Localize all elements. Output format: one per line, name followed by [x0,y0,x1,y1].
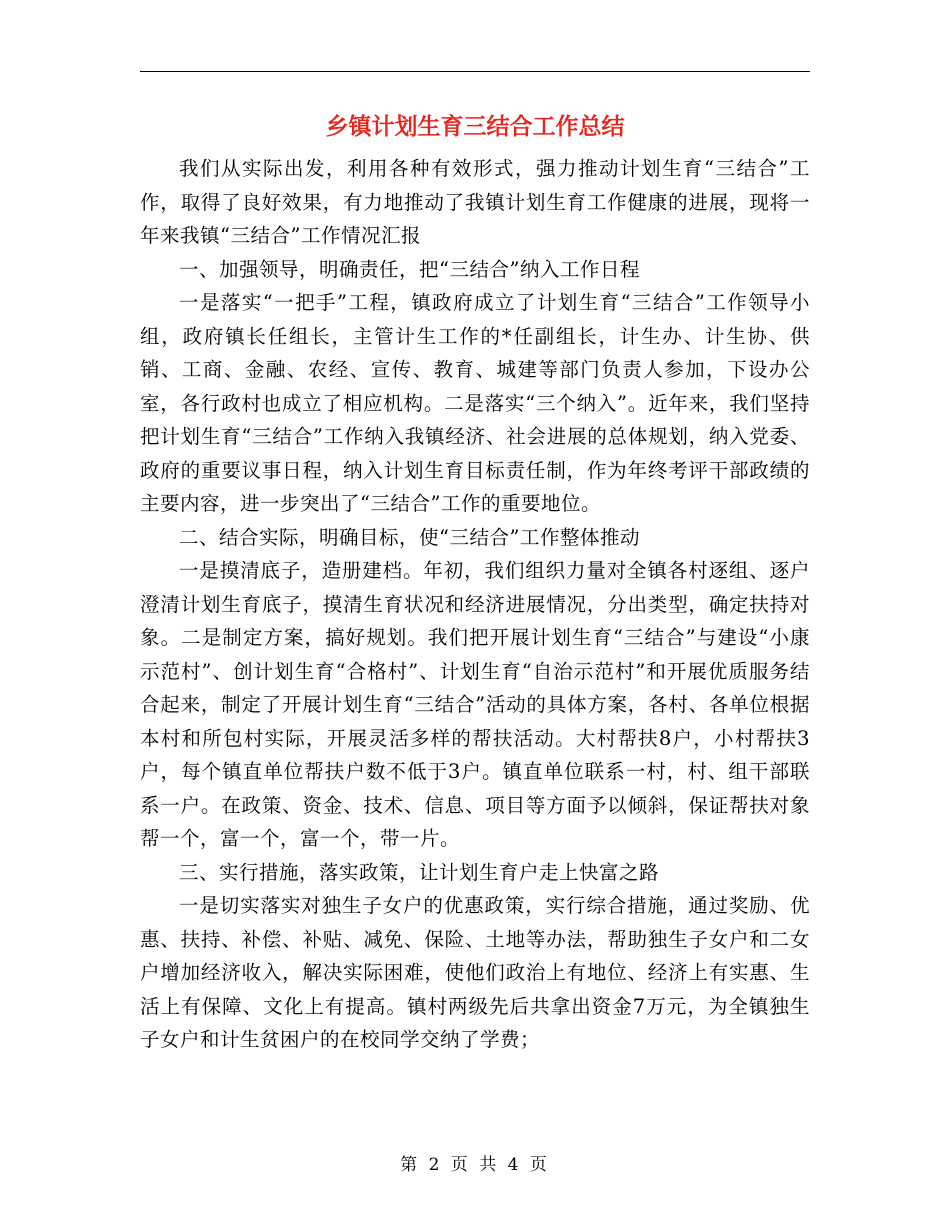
section-heading-3: 三、实行措施，落实政策，让计划生育户走上快富之路 [179,860,660,884]
document-body [140,152,810,1057]
section-1-paragraph: 一是落实“一把手”工程，镇政府成立了计划生育“三结合”工作领导小组，政府镇长任组长，主管计生工作的*任副组长，计生办、计生协、供销、工商、金融、农经、宣传、教育、城建等部门负责人参加，下设办公室，各行政村也成立了相应机构。二是落实“三个纳入”。近年来，我们坚持把计划生育“三结合”工作纳入我镇经济、社会进展的总体规划，纳入党委、政府的重要议事日程，纳入计划生育目标责任制，作为年终考评干部政绩的主要内容，进一步突出了“三结合”工作的重要地位。 [140,291,810,515]
section-heading-1: 一、加强领导，明确责任，把“三结合”纳入工作日程 [179,257,640,281]
section-3-paragraph: 一是切实落实对独生子女户的优惠政策，实行综合措施，通过奖励、优惠、扶持、补偿、补贴、减免、保险、土地等办法，帮助独生子女户和二女户增加经济收入，解决实际困难，使他们政治上有地位、经济上有实惠、生活上有保障、文化上有提高。镇村两级先后共拿出资金7万元，为全镇独生子女户和计生贫困户的在校同学交纳了学费； [140,894,810,1051]
section-2-paragraph: 一是摸清底子，造册建档。年初，我们组织力量对全镇各村逐组、逐户澄清计划生育底子，摸清生育状况和经济进展情况，分出类型，确定扶持对象。二是制定方案，搞好规划。我们把开展计划生育“三结合”与建设“小康示范村”、创计划生育“合格村”、计划生育“自治示范村”和开展优质服务结合起来，制定了开展计划生育“三结合”活动的具体方案，各村、各单位根据本村和所包村实际，开展灵活多样的帮扶活动。大村帮扶8户，小村帮扶3户，每个镇直单位帮扶户数不低于3户。镇直单位联系一村，村、组干部联系一户。在政策、资金、技术、信息、项目等方面予以倾斜，保证帮扶对象帮一个，富一个，富一个，带一片。 [140,559,810,850]
page-number: 第 2 页 共 4 页 [400,1155,550,1175]
section-heading-2: 二、结合实际，明确目标，使“三结合”工作整体推动 [179,525,640,549]
intro-paragraph: 我们从实际出发，利用各种有效形式，强力推动计划生育“三结合”工作，取得了良好效果，有力地推动了我镇计划生育工作健康的进展，现将一年来我镇“三结合”工作情况汇报 [140,157,810,247]
header-rule [140,71,810,72]
document-title: 乡镇计划生育三结合工作总结 [325,114,625,140]
